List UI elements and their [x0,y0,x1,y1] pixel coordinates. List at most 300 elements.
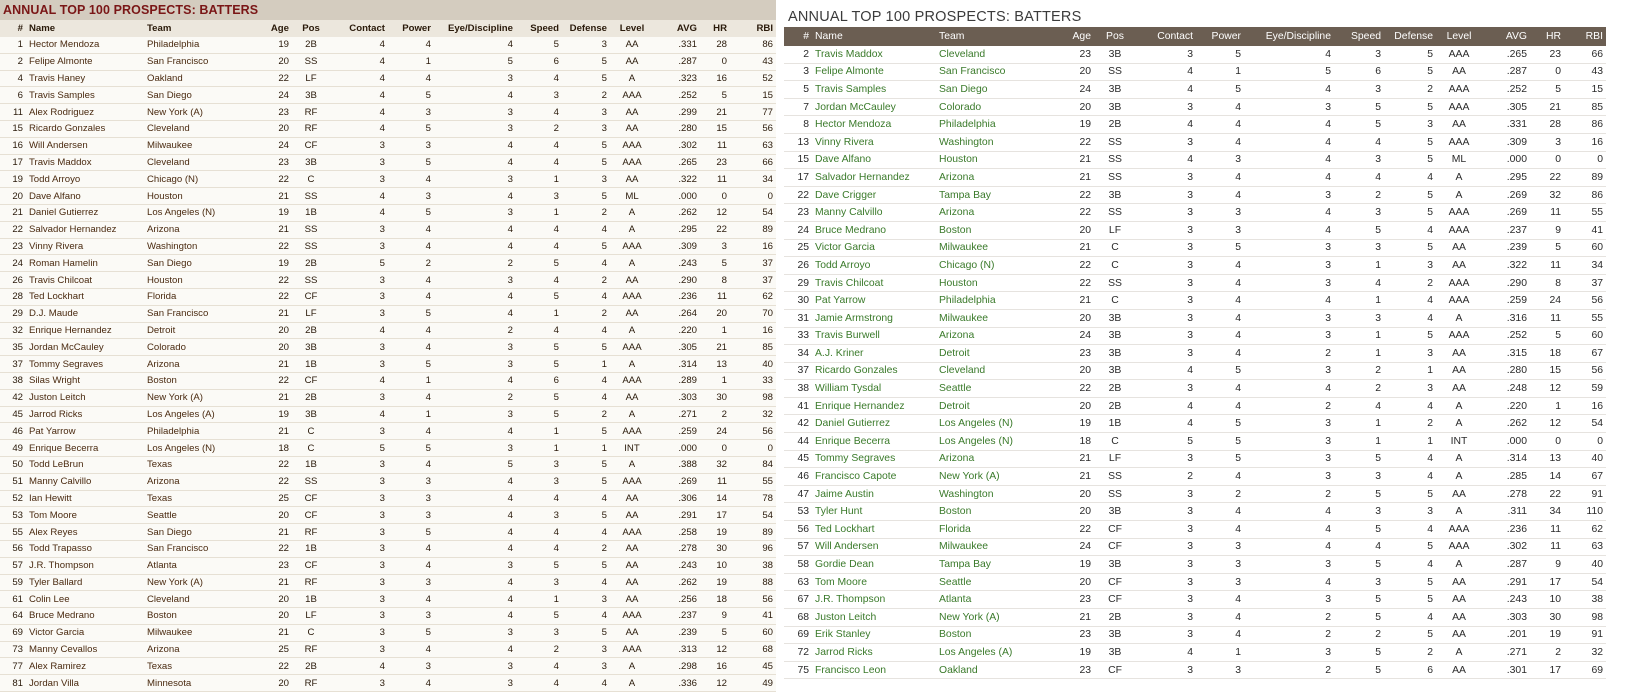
table-row[interactable] [0,473,776,490]
cell-name[interactable]: Enrique Becerra [26,440,144,457]
cell-name[interactable]: Juston Leitch [812,609,936,627]
cell-name[interactable]: Travis Samples [812,81,936,99]
cell-name[interactable]: Jaime Austin [812,485,936,503]
cell-name[interactable]: Ricardo Gonzales [26,120,144,137]
column-header-age[interactable]: Age [246,20,292,37]
table-row[interactable] [784,503,1626,521]
column-header-rank[interactable]: # [784,27,812,46]
cell-name[interactable]: Will Andersen [812,538,936,556]
cell-team[interactable]: San Francisco [144,53,246,70]
table-row[interactable] [784,274,1626,292]
column-header-speed[interactable]: Speed [1334,27,1384,46]
cell-team[interactable]: San Francisco [144,540,246,557]
cell-name[interactable]: Dave Alfano [26,188,144,205]
cell-team[interactable]: Atlanta [144,557,246,574]
table-row[interactable] [784,345,1626,363]
table-row[interactable] [0,120,776,137]
column-header-avg[interactable]: AVG [654,20,700,37]
cell-name[interactable]: Will Andersen [26,137,144,154]
cell-team[interactable]: Boston [144,372,246,389]
cell-name[interactable]: Jordan McCauley [26,339,144,356]
cell-rbi: 16 [1564,397,1606,415]
table-row[interactable] [784,292,1626,310]
cell-defense: 5 [562,70,610,87]
cell-team[interactable]: Atlanta [936,591,1044,609]
cell-name[interactable]: Gordie Dean [812,556,936,574]
cell-team[interactable]: Boston [936,626,1044,644]
cell-team[interactable]: Los Angeles (A) [144,406,246,423]
cell-avg: .236 [1482,521,1530,539]
cell-name[interactable]: Travis Haney [26,70,144,87]
cell-team[interactable]: Arizona [144,221,246,238]
cell-level: AAA [610,339,654,356]
column-header-rbi[interactable]: RBI [730,20,776,37]
cell-team[interactable]: Detroit [936,345,1044,363]
cell-team[interactable]: Los Angeles (N) [144,204,246,221]
cell-name[interactable]: J.R. Thompson [812,591,936,609]
table-row[interactable] [784,644,1626,662]
cell-name[interactable]: Tommy Segraves [812,450,936,468]
cell-team[interactable]: San Diego [144,524,246,541]
table-row[interactable] [0,305,776,322]
cell-team[interactable]: Oakland [144,70,246,87]
cell-name[interactable]: Enrique Hernandez [26,322,144,339]
column-header-speed[interactable]: Speed [516,20,562,37]
cell-name[interactable]: Salvador Hernandez [26,221,144,238]
cell-name[interactable]: Travis Samples [26,87,144,104]
cell-team[interactable]: Arizona [936,450,1044,468]
cell-team[interactable]: Washington [144,238,246,255]
cell-name[interactable]: Vinny Rivera [812,133,936,151]
cell-name[interactable]: Hector Mendoza [812,116,936,134]
table-row[interactable] [0,37,776,53]
cell-hr: 11 [700,137,730,154]
column-header-level[interactable]: Level [1436,27,1482,46]
table-row[interactable] [784,573,1626,591]
cell-name[interactable]: Daniel Gutierrez [812,415,936,433]
cell-name[interactable]: Bruce Medrano [812,221,936,239]
table-row[interactable] [0,272,776,289]
cell-name[interactable]: Erik Stanley [812,626,936,644]
column-header-name[interactable]: Name [812,27,936,46]
cell-name[interactable]: Travis Chilcoat [26,272,144,289]
cell-name[interactable]: Travis Chilcoat [812,274,936,292]
cell-rbi: 49 [730,675,776,692]
cell-name[interactable]: Pat Yarrow [26,423,144,440]
cell-speed: 4 [516,154,562,171]
cell-name[interactable]: Tom Moore [26,507,144,524]
cell-team[interactable]: Washington [936,485,1044,503]
column-header-pos[interactable]: Pos [1094,27,1136,46]
cell-name[interactable]: Ricardo Gonzales [812,362,936,380]
cell-age: 21 [246,624,292,641]
cell-name[interactable]: Todd Arroyo [26,171,144,188]
cell-name[interactable]: Victor Garcia [812,239,936,257]
cell-name[interactable]: William Tysdal [812,380,936,398]
column-header-team[interactable]: Team [144,20,246,37]
table-row[interactable] [0,372,776,389]
column-header-defense[interactable]: Defense [1384,27,1436,46]
cell-name[interactable]: Bruce Medrano [26,608,144,625]
column-header-hr[interactable]: HR [700,20,730,37]
cell-name[interactable]: Silas Wright [26,372,144,389]
table-row[interactable] [784,257,1626,275]
cell-name[interactable]: Jamie Armstrong [812,309,936,327]
cell-hr: 8 [1530,274,1564,292]
table-row[interactable] [784,239,1626,257]
table-row[interactable] [784,221,1626,239]
cell-team[interactable]: Texas [144,658,246,675]
column-header-name[interactable]: Name [26,20,144,37]
cell-team[interactable]: Philadelphia [144,423,246,440]
cell-name[interactable]: Travis Maddox [812,46,936,63]
table-row[interactable] [0,87,776,104]
table-row[interactable] [0,608,776,625]
column-header-eye[interactable]: Eye/Discipline [434,20,516,37]
cell-team[interactable]: Los Angeles (A) [936,644,1044,662]
cell-name[interactable]: Tyler Ballard [26,574,144,591]
cell-contact: 3 [330,389,388,406]
table-row[interactable] [784,538,1626,556]
cell-name[interactable]: Francisco Capote [812,468,936,486]
table-row[interactable] [0,540,776,557]
cell-name[interactable]: Vinny Rivera [26,238,144,255]
cell-team[interactable]: Houston [144,188,246,205]
cell-team[interactable]: New York (A) [144,104,246,121]
cell-team[interactable]: Los Angeles (N) [936,433,1044,451]
cell-name[interactable]: Dave Crigger [812,186,936,204]
cell-team[interactable]: Milwaukee [936,538,1044,556]
cell-rbi: 67 [1564,345,1606,363]
cell-team[interactable]: San Francisco [144,305,246,322]
cell-team[interactable]: Milwaukee [144,137,246,154]
cell-name[interactable]: Victor Garcia [26,624,144,641]
cell-power: 4 [388,557,434,574]
cell-rank: 52 [0,490,26,507]
table-row[interactable] [0,507,776,524]
cell-speed: 4 [1334,538,1384,556]
column-header-rank[interactable]: # [0,20,26,37]
column-header-power[interactable]: Power [1196,27,1244,46]
column-header-contact[interactable]: Contact [1136,27,1196,46]
table-row[interactable] [0,440,776,457]
cell-team[interactable]: New York (A) [144,574,246,591]
cell-team[interactable]: Seattle [936,380,1044,398]
cell-age: 20 [246,53,292,70]
cell-name[interactable]: Todd Arroyo [812,257,936,275]
table-row[interactable] [0,658,776,675]
cell-name[interactable]: Tom Moore [812,573,936,591]
cell-team[interactable]: Arizona [936,327,1044,345]
cell-age: 22 [1044,257,1094,275]
cell-name[interactable]: Ted Lockhart [812,521,936,539]
cell-name[interactable]: Francisco Leon [812,661,936,679]
table-row[interactable] [0,255,776,272]
table-row[interactable] [0,641,776,658]
cell-team[interactable]: Milwaukee [144,624,246,641]
cell-name[interactable]: Alex Rodriguez [26,104,144,121]
cell-team[interactable]: San Francisco [936,63,1044,81]
cell-name[interactable]: Felipe Almonte [812,63,936,81]
cell-rbi: 34 [730,171,776,188]
cell-team[interactable]: Tampa Bay [936,556,1044,574]
cell-contact: 3 [330,675,388,692]
cell-name[interactable]: Dave Alfano [812,151,936,169]
table-row[interactable] [0,137,776,154]
table-row[interactable] [784,521,1626,539]
column-header-avg[interactable]: AVG [1482,27,1530,46]
cell-team[interactable]: Cleveland [936,362,1044,380]
cell-team[interactable]: Washington [936,133,1044,151]
cell-name[interactable]: Todd LeBrun [26,456,144,473]
column-header-level[interactable]: Level [610,20,654,37]
column-header-contact[interactable]: Contact [330,20,388,37]
column-header-defense[interactable]: Defense [562,20,610,37]
cell-name[interactable]: Daniel Gutierrez [26,204,144,221]
table-row[interactable] [0,188,776,205]
cell-contact: 4 [1136,644,1196,662]
cell-name[interactable]: D.J. Maude [26,305,144,322]
cell-team[interactable]: Tampa Bay [936,186,1044,204]
cell-name[interactable]: Felipe Almonte [26,53,144,70]
table-row[interactable] [784,556,1626,574]
table-row[interactable] [784,133,1626,151]
cell-team[interactable]: Houston [936,274,1044,292]
cell-rbi: 32 [1564,644,1606,662]
cell-team[interactable]: Colorado [144,339,246,356]
cell-power: 5 [388,624,434,641]
table-row[interactable] [784,204,1626,222]
cell-defense: 3 [1384,345,1436,363]
table-row[interactable] [0,423,776,440]
cell-age: 23 [246,154,292,171]
table-row[interactable] [0,557,776,574]
cell-level: A [1436,503,1482,521]
table-row[interactable] [784,609,1626,627]
cell-name[interactable]: Jordan Villa [26,675,144,692]
column-header-hr[interactable]: HR [1530,27,1564,46]
cell-defense: 2 [562,406,610,423]
table-row[interactable] [0,624,776,641]
table-row[interactable] [0,356,776,373]
table-row[interactable] [784,661,1626,679]
cell-team[interactable]: Cleveland [144,591,246,608]
cell-name[interactable]: Pat Yarrow [812,292,936,310]
table-row[interactable] [0,339,776,356]
cell-name[interactable]: Colin Lee [26,591,144,608]
cell-contact: 3 [1136,274,1196,292]
cell-team[interactable]: Arizona [144,473,246,490]
cell-power: 4 [388,540,434,557]
column-header-eye[interactable]: Eye/Discipline [1244,27,1334,46]
table-row[interactable] [784,591,1626,609]
table-row[interactable] [0,171,776,188]
table-row[interactable] [784,186,1626,204]
table-row[interactable] [0,288,776,305]
cell-name[interactable]: Ted Lockhart [26,288,144,305]
table-row[interactable] [784,81,1626,99]
table-row[interactable] [784,468,1626,486]
cell-team[interactable]: Philadelphia [144,37,246,53]
table-row[interactable] [784,327,1626,345]
table-row[interactable] [0,238,776,255]
table-row[interactable] [784,98,1626,116]
cell-team[interactable]: San Diego [144,255,246,272]
cell-team[interactable]: Philadelphia [936,292,1044,310]
cell-name[interactable]: Travis Burwell [812,327,936,345]
table-row[interactable] [784,450,1626,468]
table-row[interactable] [0,322,776,339]
cell-team[interactable]: San Diego [144,87,246,104]
cell-team[interactable]: Seattle [936,573,1044,591]
cell-defense: 2 [562,305,610,322]
cell-name[interactable]: J.R. Thompson [26,557,144,574]
column-header-power[interactable]: Power [388,20,434,37]
cell-team[interactable]: Colorado [936,98,1044,116]
table-row[interactable] [784,362,1626,380]
table-row[interactable] [0,70,776,87]
cell-team[interactable]: Arizona [144,356,246,373]
cell-team[interactable]: Cleveland [936,46,1044,63]
cell-name[interactable]: Salvador Hernandez [812,169,936,187]
cell-team[interactable]: Los Angeles (N) [936,415,1044,433]
column-header-rbi[interactable]: RBI [1564,27,1606,46]
cell-hr: 23 [1530,46,1564,63]
cell-team[interactable]: Los Angeles (N) [144,440,246,457]
cell-team[interactable]: Florida [936,521,1044,539]
cell-name[interactable]: Hector Mendoza [26,37,144,53]
cell-team[interactable]: Chicago (N) [144,171,246,188]
table-row[interactable] [0,221,776,238]
cell-team[interactable]: Minnesota [144,675,246,692]
cell-pos: RF [292,120,330,137]
column-header-age[interactable]: Age [1044,27,1094,46]
cell-avg: .265 [1482,46,1530,63]
cell-team[interactable]: Philadelphia [936,116,1044,134]
cell-team[interactable]: New York (A) [144,389,246,406]
cell-team[interactable]: Cleveland [144,154,246,171]
cell-rank: 29 [784,274,812,292]
table-row[interactable] [784,415,1626,433]
cell-name[interactable]: Jarrod Ricks [812,644,936,662]
cell-team[interactable]: Arizona [936,204,1044,222]
table-row[interactable] [784,485,1626,503]
cell-team[interactable]: Boston [936,503,1044,521]
cell-team[interactable]: Detroit [936,397,1044,415]
table-row[interactable] [0,204,776,221]
table-row[interactable] [0,389,776,406]
cell-avg: .259 [654,423,700,440]
cell-team[interactable]: Boston [936,221,1044,239]
cell-team[interactable]: Arizona [144,641,246,658]
cell-name[interactable]: Manny Cevallos [26,641,144,658]
table-row[interactable] [784,169,1626,187]
cell-name[interactable]: Tommy Segraves [26,356,144,373]
table-row[interactable] [0,524,776,541]
cell-power: 4 [388,171,434,188]
cell-name[interactable]: Travis Maddox [26,154,144,171]
cell-name[interactable]: Alex Reyes [26,524,144,541]
cell-team[interactable]: Houston [144,272,246,289]
table-row[interactable] [0,574,776,591]
cell-name[interactable]: Roman Hamelin [26,255,144,272]
table-row[interactable] [0,154,776,171]
cell-team[interactable]: New York (A) [936,468,1044,486]
table-row[interactable] [784,433,1626,451]
cell-team[interactable]: Cleveland [144,120,246,137]
cell-avg: .303 [1482,609,1530,627]
cell-team[interactable]: Texas [144,490,246,507]
table-row[interactable] [0,675,776,692]
cell-name[interactable]: Manny Calvillo [812,204,936,222]
cell-name[interactable]: A.J. Kriner [812,345,936,363]
cell-team[interactable]: San Diego [936,81,1044,99]
table-row[interactable] [784,116,1626,134]
cell-name[interactable]: Alex Ramirez [26,658,144,675]
cell-avg: .287 [1482,63,1530,81]
cell-rbi: 110 [1564,503,1606,521]
cell-team[interactable]: Seattle [144,507,246,524]
cell-name[interactable]: Manny Calvillo [26,473,144,490]
cell-age: 22 [1044,133,1094,151]
cell-name[interactable]: Jordan McCauley [812,98,936,116]
cell-team[interactable]: Boston [144,608,246,625]
table-row[interactable] [0,104,776,121]
cell-team[interactable]: Arizona [936,169,1044,187]
cell-team[interactable]: Milwaukee [936,309,1044,327]
cell-rank: 55 [0,524,26,541]
cell-team[interactable]: Oakland [936,661,1044,679]
cell-team[interactable]: Florida [144,288,246,305]
cell-name[interactable]: Juston Leitch [26,389,144,406]
column-header-pos[interactable]: Pos [292,20,330,37]
cell-rank: 13 [784,133,812,151]
table-row[interactable] [0,456,776,473]
cell-rank: 64 [0,608,26,625]
table-row[interactable] [784,46,1626,63]
cell-team[interactable]: Milwaukee [936,239,1044,257]
table-row[interactable] [0,406,776,423]
cell-team[interactable]: Houston [936,151,1044,169]
table-row[interactable] [784,151,1626,169]
table-row[interactable] [784,309,1626,327]
cell-team[interactable]: Texas [144,456,246,473]
cell-name[interactable]: Enrique Hernandez [812,397,936,415]
table-row[interactable] [784,397,1626,415]
column-header-team[interactable]: Team [936,27,1044,46]
cell-name[interactable]: Ian Hewitt [26,490,144,507]
cell-rbi: 54 [1564,415,1606,433]
table-row[interactable] [784,380,1626,398]
cell-rank: 56 [784,521,812,539]
cell-level: A [1436,415,1482,433]
cell-name[interactable]: Enrique Becerra [812,433,936,451]
cell-name[interactable]: Todd Trapasso [26,540,144,557]
cell-team[interactable]: Chicago (N) [936,257,1044,275]
cell-name[interactable]: Jarrod Ricks [26,406,144,423]
cell-eye: 4 [434,37,516,53]
table-row[interactable] [0,490,776,507]
cell-team[interactable]: Detroit [144,322,246,339]
table-row[interactable] [784,63,1626,81]
table-row[interactable] [784,626,1626,644]
cell-eye: 3 [1244,468,1334,486]
cell-team[interactable]: New York (A) [936,609,1044,627]
cell-eye: 5 [1244,63,1334,81]
table-row[interactable] [0,591,776,608]
table-row[interactable] [0,53,776,70]
cell-name[interactable]: Tyler Hunt [812,503,936,521]
